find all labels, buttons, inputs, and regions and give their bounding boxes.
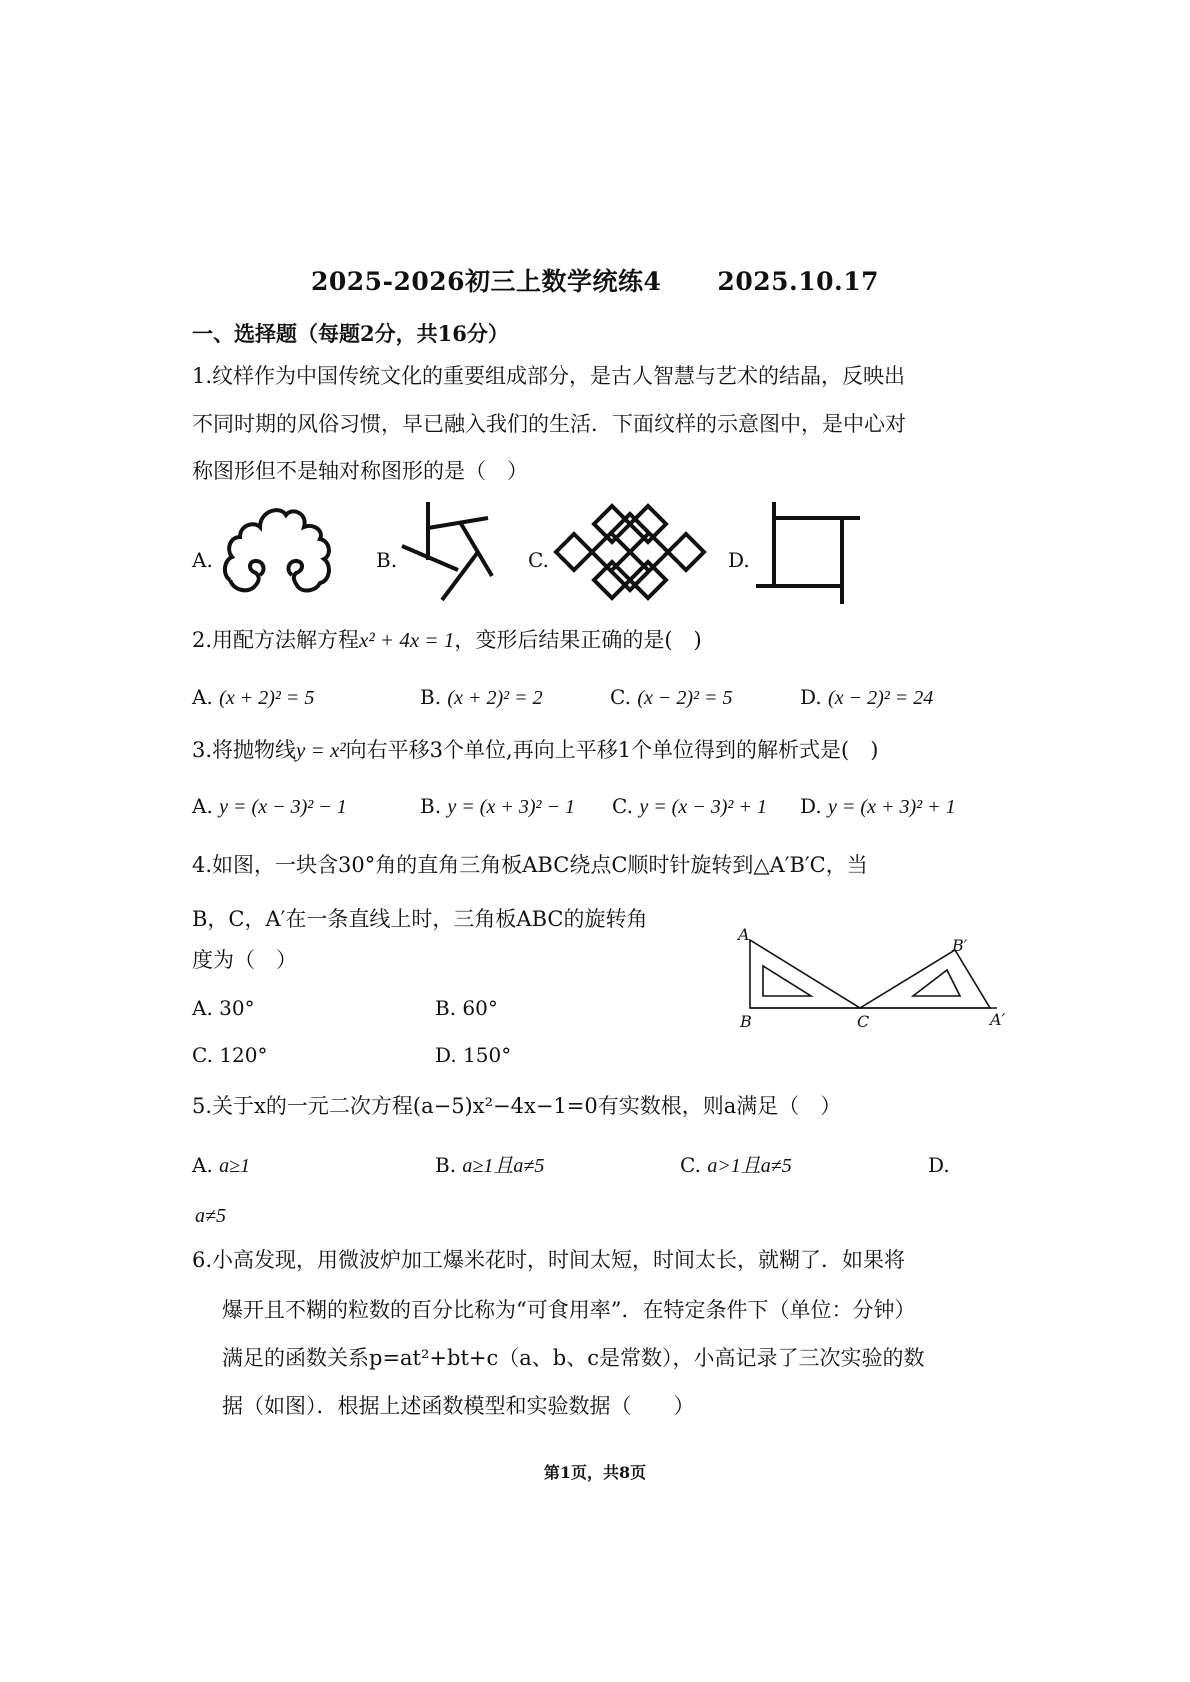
- question-5-stem: 5.关于x的一元二次方程(a−5)x²−4x−1=0有实数根，则a满足（ ）: [192, 1094, 842, 1118]
- option-5a[interactable]: A. a≥1: [192, 1153, 251, 1177]
- question-4-line-2: B，C，A′在一条直线上时，三角板ABC的旋转角: [192, 907, 648, 931]
- question-1-line-1: 1.纹样作为中国传统文化的重要组成部分，是古人智慧与艺术的结晶，反映出: [192, 364, 906, 388]
- point-label-a: A: [738, 925, 750, 944]
- question-6-line-3: 满足的函数关系p=at²+bt+c（a、b、c是常数），小高记录了三次实验的数: [222, 1346, 925, 1370]
- option-1c-label[interactable]: C.: [528, 548, 549, 572]
- triangle-apbpc-inner: [913, 970, 960, 996]
- question-1-line-2: 不同时期的风俗习惯，早已融入我们的生活．下面纹样的示意图中，是中心对: [192, 412, 906, 436]
- exam-title-text: 2025-2026初三上数学统练4: [310, 267, 662, 296]
- knot-lattice-pattern-figure: [556, 505, 706, 600]
- cloud-pattern-figure: [220, 505, 340, 605]
- question-1-line-3: 称图形但不是轴对称图形的是（ ）: [192, 459, 528, 483]
- question-6-line-4: 据（如图）．根据上述函数模型和实验数据（ ）: [222, 1394, 695, 1418]
- pinwheel-pattern-figure: [400, 500, 510, 610]
- option-4c[interactable]: C. 120°: [192, 1043, 268, 1067]
- page-footer: 第1页，共8页: [543, 1463, 647, 1482]
- triangle-abc: [750, 940, 860, 1008]
- square-frame-pattern-figure: [756, 500, 866, 610]
- option-3a[interactable]: A. y = (x − 3)² − 1: [192, 794, 347, 818]
- option-5c[interactable]: C. a>1且a≠5: [680, 1153, 792, 1177]
- option-1d-label[interactable]: D.: [728, 548, 750, 572]
- option-2a[interactable]: A. (x + 2)² = 5: [192, 685, 315, 709]
- question-2-equation: x² + 4x = 1: [359, 628, 455, 652]
- point-label-a-prime: A′: [990, 1010, 1006, 1029]
- option-5d-text[interactable]: a≠5: [195, 1205, 226, 1227]
- option-1b-label[interactable]: B.: [376, 548, 398, 572]
- question-4-line-3: 度为（ ）: [192, 948, 297, 972]
- question-6-line-1: 6.小高发现，用微波炉加工爆米花时，时间太短，时间太长，就糊了．如果将: [192, 1248, 906, 1272]
- question-6-line-2: 爆开且不糊的粒数的百分比称为“可食用率”．在特定条件下（单位：分钟）: [222, 1298, 916, 1322]
- point-label-b-prime: B′: [952, 936, 968, 955]
- option-3b[interactable]: B. y = (x + 3)² − 1: [420, 794, 575, 818]
- option-4a[interactable]: A. 30°: [192, 996, 255, 1020]
- triangle-apbpc: [860, 950, 990, 1008]
- section-heading: 一、选择题（每题2分，共16分）: [192, 321, 509, 346]
- triangle-abc-inner: [763, 966, 811, 996]
- question-2-stem: 2.用配方法解方程x² + 4x = 1，变形后结果正确的是( ): [192, 628, 702, 652]
- option-2c[interactable]: C. (x − 2)² = 5: [610, 685, 733, 709]
- option-4b[interactable]: B. 60°: [435, 996, 498, 1020]
- option-4d[interactable]: D. 150°: [435, 1043, 512, 1067]
- option-5d-label[interactable]: D.: [928, 1153, 950, 1177]
- point-label-c: C: [857, 1012, 870, 1031]
- exam-date: 2025.10.17: [717, 267, 879, 296]
- point-label-b: B: [740, 1012, 752, 1031]
- question-3-stem: 3.将抛物线y = x²向右平移3个单位,再向上平移1个单位得到的解析式是( ): [192, 738, 879, 762]
- option-3d[interactable]: D. y = (x + 3)² + 1: [800, 794, 956, 818]
- rotated-triangles-figure: [735, 928, 1025, 1038]
- option-2d[interactable]: D. (x − 2)² = 24: [800, 685, 934, 709]
- exam-title: [0, 262, 1190, 298]
- question-3-equation: y = x²: [296, 738, 346, 762]
- option-2b[interactable]: B. (x + 2)² = 2: [420, 685, 543, 709]
- option-3c[interactable]: C. y = (x − 3)² + 1: [612, 794, 767, 818]
- option-1a-label[interactable]: A.: [192, 548, 213, 572]
- question-4-line-1: 4.如图，一块含30°角的直角三角板ABC绕点C顺时针旋转到△A′B′C，当: [192, 853, 868, 877]
- option-5b[interactable]: B. a≥1且a≠5: [435, 1153, 545, 1177]
